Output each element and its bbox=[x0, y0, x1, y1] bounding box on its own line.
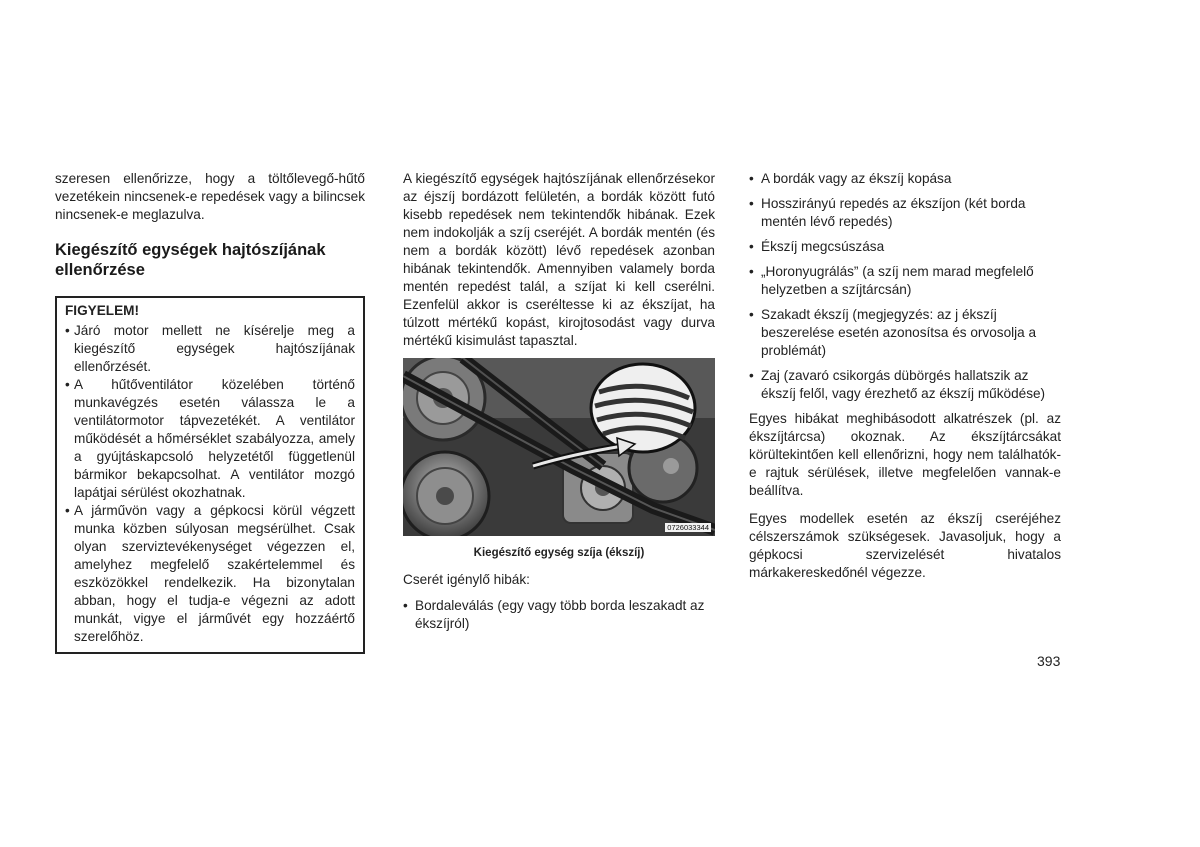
list-item: • Bordaleválás (egy vagy több borda leszakadt az ékszíjról) bbox=[403, 597, 715, 633]
figure-code: 0726033344 bbox=[667, 523, 709, 532]
warning-item: • A járművön vagy a gépkocsi körül végzett munka közben súlyosan megsérülhet. Csak olyan szerviztevékenységet végezzen el, amelyhez megfelelő szakértelemmel és eszközökkel rendelkezik. Ha bizonytalan abban, hogy el tudja-e végezni az adott munkát, vigye el járművét egy hozzáértő szerelőhöz. bbox=[65, 502, 355, 646]
list-item: • Ékszíj megcsúszása bbox=[749, 238, 1061, 256]
list-intro: Cserét igénylő hibák: bbox=[403, 572, 530, 587]
page-number: 393 bbox=[1037, 653, 1061, 669]
defect-list-start bbox=[403, 597, 715, 633]
belt-drawing bbox=[403, 358, 715, 536]
list-item: • A bordák vagy az ékszíj kopása bbox=[749, 170, 1061, 188]
defect-list-continued bbox=[749, 170, 1061, 403]
column-left bbox=[55, 170, 365, 654]
inspection-paragraph: A kiegészítő egységek hajtószíjának ellenőrzésekor az éjszíj bordázott felületén, a bordák között futó kisebb repedések nem tekintendők hibának. Ezek nem indokolják a szíj cseréjét. A bordák mentén (és nem a bordák között) lévő repedések azonban hibának tekintendők. Amennyiben valamely borda mentén repedést talál, a szíjat ki kell cserélni. Ezenfelül akkor is cseréltesse ki az ékszíjat, ha túlzott mértékű kopást, kirojtosodást vagy durva mértékű kisimulást tapasztal. bbox=[403, 171, 715, 348]
intro-paragraph: szeresen ellenőrizze, hogy a töltőlevegő-hűtő vezetékein nincsenek-e repedések vagy a bilincsek nincsenek-e meglazulva. bbox=[55, 171, 365, 222]
warning-list bbox=[65, 322, 355, 646]
special-tools-paragraph: Egyes modellek esetén az ékszíj cseréjéhez célszerszámok szükségesek. Javasoljuk, hogy a gépkocsi szervizelését hivatalos márkakereskedőnél végezze. bbox=[749, 511, 1061, 580]
pulley-paragraph: Egyes hibákat meghibásodott alkatrészek (pl. az ékszíjtárcsa) okoznak. Az ékszíjtárcsákat körültekintően kell ellenőrizni, hogy nem találhatók-e rajtuk sérülések, illetve megfelelően vannak-e beállítva. bbox=[749, 411, 1061, 498]
warning-item: • A hűtőventilátor közelében történő munkavégzés esetén válassza le a ventilátormotor tápvezetékét. A ventilátor működését a hőmérséklet szabályozza, amely a gyújtáskapcsoló helyzetétől függetlenül bármikor bekapcsolhat. A ventilátor mozgó lapátjai sérülést okozhatnak. bbox=[65, 376, 355, 502]
warning-item: • Járó motor mellett ne kísérelje meg a kiegészítő egységek hajtószíjának ellenőrzését. bbox=[65, 322, 355, 376]
warning-title: FIGYELEM! bbox=[65, 303, 140, 318]
list-item: • „Horonyugrálás” (a szíj nem marad megfelelő helyzetben a szíjtárcsán) bbox=[749, 263, 1061, 299]
list-item: • Zaj (zavaró csikorgás dübörgés hallatszik az ékszíj felől, vagy érezhető az ékszíj működése) bbox=[749, 367, 1061, 403]
figure-caption: Kiegészítő egység szíja (ékszíj) bbox=[473, 547, 645, 559]
section-heading: Kiegészítő egységek hajtószíjának ellenőrzése bbox=[55, 241, 326, 279]
column-right bbox=[749, 170, 1061, 582]
belt-illustration bbox=[403, 358, 715, 536]
column-middle bbox=[403, 170, 715, 640]
warning-box bbox=[55, 296, 365, 654]
list-item: • Szakadt ékszíj (megjegyzés: az j ékszíj beszerelése esetén azonosítsa és orvosolja a problémát) bbox=[749, 306, 1061, 360]
list-item: • Hosszirányú repedés az ékszíjon (két borda mentén lévő repedés) bbox=[749, 195, 1061, 231]
